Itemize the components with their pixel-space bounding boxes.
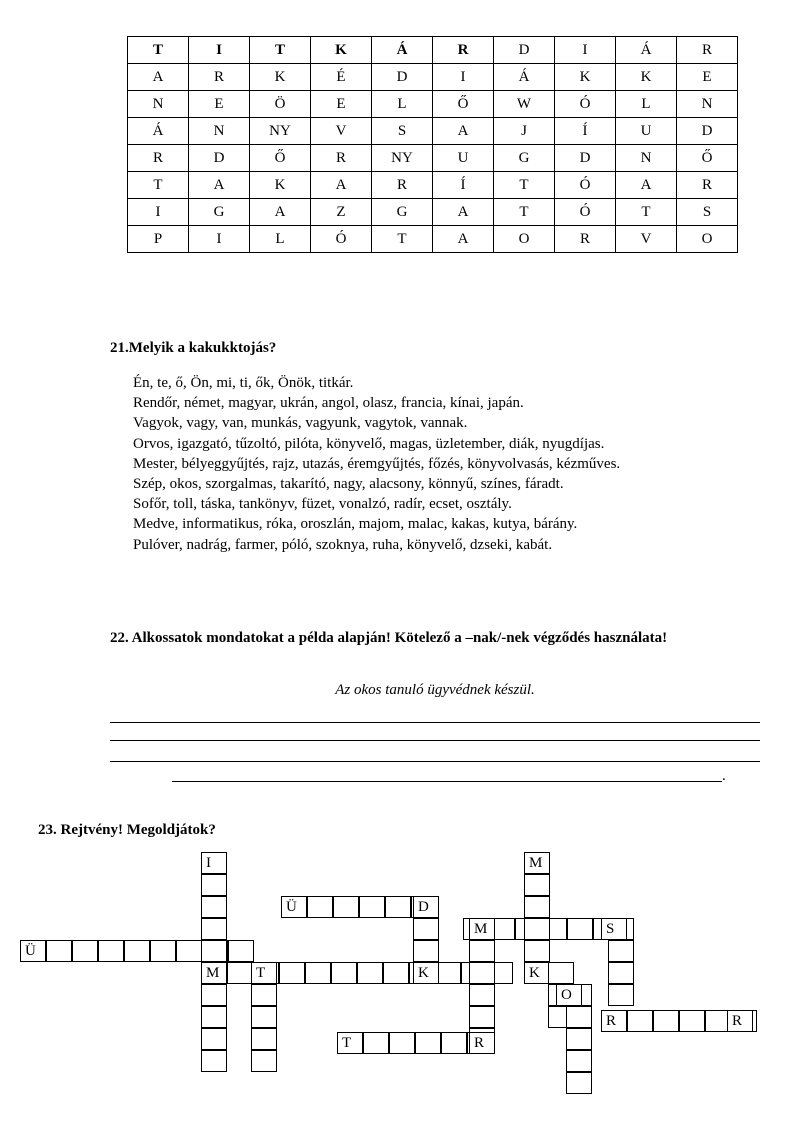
crossword-cell[interactable] xyxy=(201,1006,227,1028)
grid-cell: I xyxy=(433,64,494,91)
grid-cell: D xyxy=(677,118,738,145)
grid-cell: Ő xyxy=(433,91,494,118)
grid-cell: A xyxy=(250,199,311,226)
grid-cell: Ó xyxy=(311,226,372,253)
crossword-cell[interactable] xyxy=(150,940,176,962)
grid-cell: Ő xyxy=(250,145,311,172)
grid-cell: R xyxy=(677,37,738,64)
q21-line: Szép, okos, szorgalmas, takarító, nagy, alacsony, könnyű, színes, fáradt. xyxy=(133,476,564,493)
grid-cell: D xyxy=(555,145,616,172)
q22-example-sentence: Az okos tanuló ügyvédnek készül. xyxy=(335,682,535,698)
grid-cell: R xyxy=(677,172,738,199)
crossword-cell[interactable] xyxy=(201,1050,227,1072)
crossword-cell[interactable] xyxy=(566,1028,592,1050)
grid-row xyxy=(128,199,738,226)
crossword-letter: K xyxy=(418,965,429,981)
crossword-letter: Ü xyxy=(286,899,297,915)
crossword-cell[interactable] xyxy=(279,962,305,984)
crossword-cell[interactable] xyxy=(608,940,634,962)
word-search-grid xyxy=(127,36,738,253)
crossword-cell[interactable] xyxy=(524,896,550,918)
grid-cell: A xyxy=(433,199,494,226)
grid-cell: NY xyxy=(372,145,433,172)
crossword-cell[interactable] xyxy=(548,962,574,984)
crossword-cell[interactable] xyxy=(251,984,277,1006)
q21-line: Vagyok, vagy, van, munkás, vagyunk, vagytok, vannak. xyxy=(133,415,468,432)
crossword-letter: S xyxy=(606,921,615,937)
crossword-cell[interactable] xyxy=(20,940,46,962)
crossword-letter: T xyxy=(342,1035,352,1051)
crossword-cell[interactable] xyxy=(524,874,550,896)
grid-cell: V xyxy=(311,118,372,145)
crossword-cell[interactable] xyxy=(469,984,495,1006)
crossword-cell[interactable] xyxy=(201,1028,227,1050)
crossword-cell[interactable] xyxy=(201,984,227,1006)
grid-cell: A xyxy=(616,172,677,199)
crossword-letter: R xyxy=(732,1013,743,1029)
crossword-cell[interactable] xyxy=(413,918,439,940)
grid-cell: K xyxy=(250,64,311,91)
crossword-cell[interactable] xyxy=(357,962,383,984)
grid-cell: N xyxy=(677,91,738,118)
grid-cell: I xyxy=(189,226,250,253)
crossword-letter: T xyxy=(256,965,266,981)
crossword-cell[interactable] xyxy=(307,896,333,918)
grid-cell: R xyxy=(555,226,616,253)
crossword-cell[interactable] xyxy=(608,962,634,984)
grid-cell: L xyxy=(372,91,433,118)
grid-cell: É xyxy=(311,64,372,91)
crossword-cell[interactable] xyxy=(469,918,495,940)
answer-line-end: . xyxy=(722,768,726,784)
crossword-cell[interactable] xyxy=(566,1072,592,1094)
crossword-cell[interactable] xyxy=(98,940,124,962)
grid-cell: NY xyxy=(250,118,311,145)
grid-cell: E xyxy=(311,91,372,118)
grid-cell: O xyxy=(494,226,555,253)
crossword-letter: K xyxy=(529,965,540,981)
grid-cell: Á xyxy=(616,37,677,64)
answer-line[interactable] xyxy=(110,761,760,762)
crossword-cell[interactable] xyxy=(305,962,331,984)
crossword-cell[interactable] xyxy=(566,1006,592,1028)
grid-cell: R xyxy=(433,37,494,64)
crossword-letter: M xyxy=(474,921,488,937)
grid-cell: Á xyxy=(128,118,189,145)
crossword-cell[interactable] xyxy=(251,1006,277,1028)
grid-cell: A xyxy=(189,172,250,199)
q21-line: Rendőr, német, magyar, ukrán, angol, olasz, francia, kínai, japán. xyxy=(133,395,524,412)
grid-cell: Á xyxy=(372,37,433,64)
q21-line: Medve, informatikus, róka, oroszlán, majom, malac, kakas, kutya, bárány. xyxy=(133,516,578,533)
grid-cell: N xyxy=(128,91,189,118)
crossword-cell[interactable] xyxy=(627,1010,653,1032)
grid-cell: T xyxy=(616,199,677,226)
crossword-cell[interactable] xyxy=(679,1010,705,1032)
grid-cell: A xyxy=(433,118,494,145)
crossword-cell[interactable] xyxy=(567,918,593,940)
crossword-cell[interactable] xyxy=(333,896,359,918)
grid-cell: A xyxy=(433,226,494,253)
q23-title: 23. Rejtvény! Megoldjátok? xyxy=(38,822,216,838)
crossword-cell[interactable] xyxy=(201,940,227,962)
crossword-cell[interactable] xyxy=(359,896,385,918)
crossword-cell[interactable] xyxy=(46,940,72,962)
grid-cell: Ó xyxy=(555,199,616,226)
grid-cell: Í xyxy=(433,172,494,199)
crossword-cell[interactable] xyxy=(227,962,253,984)
crossword-cell[interactable] xyxy=(201,874,227,896)
answer-line[interactable] xyxy=(110,722,760,723)
grid-cell: D xyxy=(372,64,433,91)
grid-cell: W xyxy=(494,91,555,118)
grid-cell: T xyxy=(494,199,555,226)
crossword-letter: R xyxy=(474,1035,485,1051)
grid-cell: E xyxy=(189,91,250,118)
crossword-cell[interactable] xyxy=(281,896,307,918)
crossword-cell[interactable] xyxy=(608,984,634,1006)
grid-cell: Ő xyxy=(677,145,738,172)
grid-row xyxy=(128,91,738,118)
q21-line: Orvos, igazgató, tűzoltó, pilóta, könyvelő, magas, üzletember, diák, nyugdíjas. xyxy=(133,435,605,452)
grid-cell: G xyxy=(494,145,555,172)
crossword-cell[interactable] xyxy=(331,962,357,984)
grid-cell: S xyxy=(677,199,738,226)
grid-cell: Á xyxy=(494,64,555,91)
grid-cell: V xyxy=(616,226,677,253)
answer-line[interactable] xyxy=(172,781,722,782)
grid-cell: Ö xyxy=(250,91,311,118)
grid-cell: Í xyxy=(555,118,616,145)
crossword-cell[interactable] xyxy=(201,896,227,918)
crossword-cell[interactable] xyxy=(524,962,550,984)
crossword-cell[interactable] xyxy=(653,1010,679,1032)
crossword-cell[interactable] xyxy=(469,1032,495,1054)
crossword-cell[interactable] xyxy=(201,918,227,940)
grid-cell: Ó xyxy=(555,91,616,118)
crossword-cell[interactable] xyxy=(441,1032,467,1054)
grid-row xyxy=(128,37,738,64)
grid-cell: A xyxy=(128,64,189,91)
crossword-cell[interactable] xyxy=(385,896,411,918)
grid-cell: L xyxy=(616,91,677,118)
crossword-cell[interactable] xyxy=(176,940,202,962)
grid-cell: K xyxy=(311,37,372,64)
grid-row xyxy=(128,145,738,172)
grid-cell: G xyxy=(372,199,433,226)
crossword-letter: I xyxy=(206,855,211,871)
grid-cell: L xyxy=(250,226,311,253)
crossword-cell[interactable] xyxy=(72,940,98,962)
crossword-cell[interactable] xyxy=(469,962,495,984)
answer-line[interactable] xyxy=(110,740,760,741)
grid-cell: K xyxy=(616,64,677,91)
crossword-cell[interactable] xyxy=(228,940,254,962)
q21-title: 21.Melyik a kakukktojás? xyxy=(110,340,277,356)
grid-cell: K xyxy=(555,64,616,91)
grid-cell: R xyxy=(311,145,372,172)
q21-line: Én, te, ő, Ön, mi, ti, ők, Önök, titkár. xyxy=(133,375,354,391)
crossword-cell[interactable] xyxy=(566,1050,592,1072)
crossword-cell[interactable] xyxy=(601,1010,627,1032)
grid-cell: R xyxy=(189,64,250,91)
q21-word-lists xyxy=(133,373,620,555)
crossword-letter: D xyxy=(418,899,429,915)
grid-row xyxy=(128,226,738,253)
crossword-cell[interactable] xyxy=(469,940,495,962)
crossword-cell[interactable] xyxy=(363,1032,389,1054)
crossword-letter: O xyxy=(561,987,572,1003)
grid-cell: E xyxy=(677,64,738,91)
grid-cell: K xyxy=(250,172,311,199)
grid-cell: N xyxy=(616,145,677,172)
grid-cell: P xyxy=(128,226,189,253)
crossword-cell[interactable] xyxy=(601,918,627,940)
grid-cell: G xyxy=(189,199,250,226)
grid-cell: A xyxy=(311,172,372,199)
crossword-letter: Ü xyxy=(25,943,36,959)
grid-row xyxy=(128,64,738,91)
crossword-cell[interactable] xyxy=(201,852,227,874)
crossword-cell[interactable] xyxy=(524,852,550,874)
grid-cell: U xyxy=(616,118,677,145)
grid-cell: O xyxy=(677,226,738,253)
crossword-cell[interactable] xyxy=(415,1032,441,1054)
q21-line: Pulóver, nadrág, farmer, póló, szoknya, ruha, könyvelő, dzseki, kabát. xyxy=(133,536,553,553)
q22-title: 22. Alkossatok mondatokat a példa alapján! Kötelező a –nak/-nek végződés használata! xyxy=(110,630,668,646)
grid-cell: I xyxy=(128,199,189,226)
crossword-cell[interactable] xyxy=(727,1010,753,1032)
crossword-cell[interactable] xyxy=(524,940,550,962)
crossword-cell[interactable] xyxy=(389,1032,415,1054)
crossword-cell[interactable] xyxy=(251,1028,277,1050)
crossword-cell[interactable] xyxy=(524,918,550,940)
grid-cell: R xyxy=(372,172,433,199)
q21-line: Mester, bélyeggyűjtés, rajz, utazás, éremgyűjtés, főzés, könyvolvasás, kézműves. xyxy=(133,455,621,472)
crossword-cell[interactable] xyxy=(413,962,439,984)
q21-line: Sofőr, toll, táska, tankönyv, füzet, vonalzó, radír, ecset, osztály. xyxy=(133,496,512,513)
grid-row xyxy=(128,118,738,145)
crossword-letter: M xyxy=(529,855,543,871)
crossword-cell[interactable] xyxy=(413,896,439,918)
grid-cell: Ó xyxy=(555,172,616,199)
grid-cell: I xyxy=(555,37,616,64)
grid-cell: D xyxy=(189,145,250,172)
grid-cell: N xyxy=(189,118,250,145)
crossword-cell[interactable] xyxy=(337,1032,363,1054)
crossword-cell[interactable] xyxy=(124,940,150,962)
grid-cell: I xyxy=(189,37,250,64)
crossword-cell[interactable] xyxy=(201,962,227,984)
crossword-letter: M xyxy=(206,965,220,981)
grid-cell: T xyxy=(372,226,433,253)
grid-cell: J xyxy=(494,118,555,145)
grid-cell: D xyxy=(494,37,555,64)
grid-cell: U xyxy=(433,145,494,172)
grid-cell: R xyxy=(128,145,189,172)
grid-row xyxy=(128,172,738,199)
crossword-cell[interactable] xyxy=(383,962,409,984)
crossword-cell[interactable] xyxy=(469,1006,495,1028)
grid-cell: Z xyxy=(311,199,372,226)
grid-cell: T xyxy=(128,37,189,64)
crossword-cell[interactable] xyxy=(556,984,582,1006)
grid-cell: T xyxy=(128,172,189,199)
crossword-cell[interactable] xyxy=(251,962,277,984)
grid-cell: S xyxy=(372,118,433,145)
crossword-cell[interactable] xyxy=(251,1050,277,1072)
grid-cell: T xyxy=(494,172,555,199)
crossword-cell[interactable] xyxy=(413,940,439,962)
grid-cell: T xyxy=(250,37,311,64)
crossword-letter: R xyxy=(606,1013,617,1029)
